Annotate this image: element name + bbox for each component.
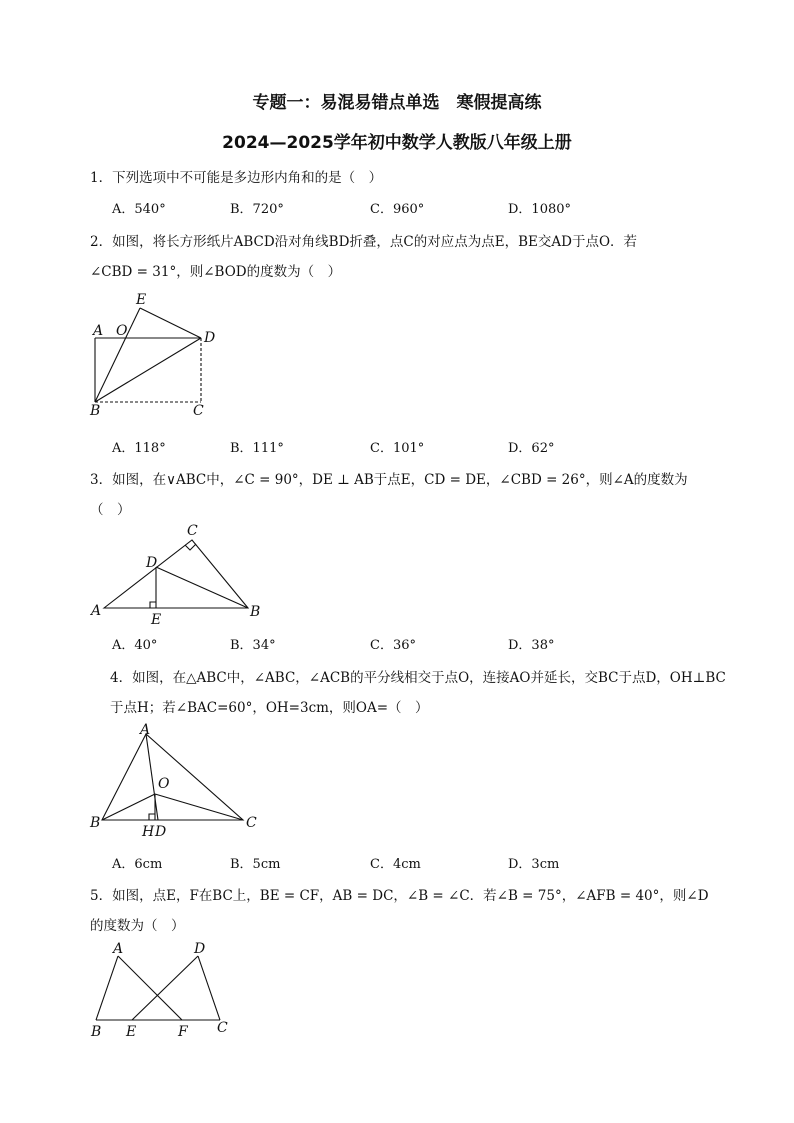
right-angle-mark-c	[185, 544, 196, 550]
choice-a: A．40°	[112, 638, 158, 653]
segment-dc	[198, 956, 220, 1020]
question-5-figure	[86, 940, 246, 1040]
choice-d: D．62°	[508, 441, 555, 456]
label-d: D	[204, 330, 216, 346]
segment-de	[132, 956, 198, 1020]
label-b: B	[90, 815, 101, 831]
label-o: O	[116, 323, 128, 339]
question-2-choices	[112, 437, 672, 455]
choice-c: C．36°	[370, 638, 416, 653]
question-4-text-line1: 4．如图，在△ABC中，∠ABC，∠ACB的平分线相交于点O，连接AO并延长，交BC于点D，OH⊥BC	[110, 670, 726, 686]
segment-bo	[102, 794, 155, 820]
question-3-choices	[112, 634, 672, 652]
choice-d: D．38°	[508, 638, 555, 653]
document-title: 专题一：易混易错点单选 寒假提高练	[252, 93, 542, 113]
choice-a: A．540°	[112, 202, 166, 217]
label-c: C	[217, 1020, 228, 1036]
segment-ab	[96, 956, 118, 1020]
segment-db	[156, 567, 248, 608]
choice-b: B．5cm	[230, 857, 281, 872]
choice-a: A．118°	[112, 441, 166, 456]
question-5-text-line2: 的度数为（ ）	[90, 918, 185, 934]
question-1-choices	[112, 198, 672, 216]
choice-b: B．34°	[230, 638, 276, 653]
label-a: A	[93, 323, 104, 339]
label-a: A	[140, 722, 151, 738]
label-e: E	[136, 292, 147, 308]
right-angle-mark-h	[149, 814, 155, 820]
label-a: A	[113, 941, 124, 957]
question-4-choices	[112, 853, 672, 871]
label-o: O	[158, 776, 170, 792]
question-4-text-line2: 于点H；若∠BAC=60°，OH=3cm，则OA=（ ）	[110, 700, 429, 716]
label-b: B	[90, 403, 101, 419]
segment-oc	[155, 794, 243, 820]
triangle-abc	[102, 734, 243, 820]
choice-c: C．960°	[370, 202, 425, 217]
document-subtitle: 2024—2025学年初中数学人教版八年级上册	[222, 133, 572, 153]
label-h: H	[142, 824, 155, 840]
label-d: D	[194, 941, 206, 957]
choice-c: C．101°	[370, 441, 425, 456]
label-c: C	[246, 815, 257, 831]
choice-a: A．6cm	[112, 857, 163, 872]
label-e: E	[126, 1024, 137, 1040]
label-c: C	[187, 523, 198, 539]
label-b: B	[250, 604, 261, 620]
question-1-text: 1．下列选项中不可能是多边形内角和的是（ ）	[90, 170, 383, 186]
label-e: E	[151, 612, 162, 628]
label-f: F	[178, 1024, 188, 1040]
question-3-text-line2: （ ）	[90, 502, 131, 518]
segment-ad	[146, 734, 158, 820]
question-2-text-line1: 2．如图，将长方形纸片ABCD沿对角线BD折叠，点C的对应点为点E，BE交AD于点O．若	[90, 234, 638, 250]
question-3-text-line1: 3．如图，在∨ABC中，∠C = 90°，DE ⊥ AB于点E，CD = DE，∠CBD = 26°，则∠A的度数为	[90, 472, 688, 488]
segment-ed	[140, 308, 201, 338]
question-3-figure	[88, 520, 273, 628]
question-2-figure	[85, 290, 225, 420]
label-b: B	[91, 1024, 102, 1040]
choice-b: B．720°	[230, 202, 284, 217]
choice-c: C．4cm	[370, 857, 421, 872]
label-d: D	[155, 824, 167, 840]
choice-d: D．3cm	[508, 857, 560, 872]
question-5-text-line1: 5．如图，点E，F在BC上，BE = CF，AB = DC，∠B = ∠C．若∠B = 75°，∠AFB = 40°，则∠D	[90, 888, 709, 904]
question-4-figure	[88, 722, 268, 840]
label-d: D	[146, 555, 158, 571]
segment-af	[118, 956, 182, 1020]
right-angle-mark-e	[150, 602, 156, 608]
label-a: A	[91, 603, 102, 619]
question-2-text-line2: ∠CBD = 31°，则∠BOD的度数为（ ）	[90, 264, 342, 280]
choice-b: B．111°	[230, 441, 284, 456]
label-c: C	[193, 403, 204, 419]
choice-d: D．1080°	[508, 202, 572, 217]
